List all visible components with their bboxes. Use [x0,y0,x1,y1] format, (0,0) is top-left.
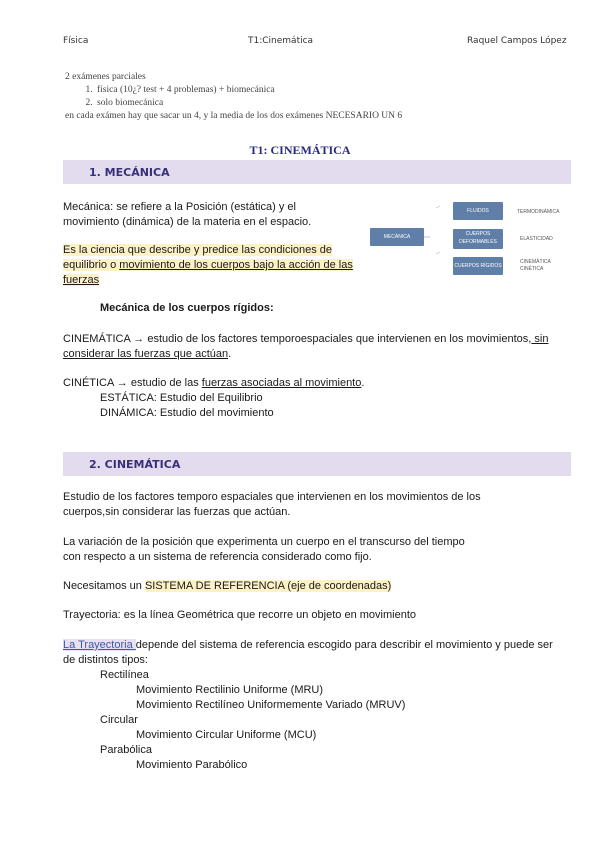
diagram-label: CINEMÁTICA [520,259,551,265]
diagram-box: CUERPOS DEFORMABLES [453,229,503,249]
section-heading-text: 1. MECÁNICA [89,166,170,179]
text-line: de distintos tipos: [63,654,148,666]
intro-line: 2 exámenes parciales [65,72,146,82]
underlined-text: sin [531,333,549,345]
subheading-cuerpos-rigidos: Mecánica de los cuerpos rígidos: [100,302,274,314]
text-span: CINÉTICA → estudio de las [63,377,202,389]
underlined-text: fuerzas asociadas al movimiento [201,377,362,389]
movement-mruv: Movimiento Rectilíneo Uniformemente Variado (MRUV) [136,699,406,711]
position-variation [63,535,465,565]
exam-item: 2. solo biomecánica [95,97,402,110]
diagram-root-box: MECÁNICA [370,228,424,246]
highlight-text: SISTEMA DE REFERENCIA (eje de coordenadas) [144,580,392,592]
exam-item: 1. física (10¿? test + 4 problemas) + biomecánica [95,84,402,97]
text-span: . [361,377,365,389]
text-line: La variación de la posición que experimenta un cuerpo en el transcurso del tiempo [63,536,465,548]
exam-list [65,84,402,110]
trayectoria-definition: Trayectoria: es la línea Geométrica que recorre un objeto en movimiento [63,609,416,621]
document-title: T1: CINEMÁTICA [249,143,351,157]
text-span: Necesitamos un [63,580,145,592]
type-parabolica: Parabólica [100,744,152,756]
mecanica-definition [63,200,311,230]
section-heading-text: 2. CINEMÁTICA [89,458,181,471]
type-circular: Circular [100,714,138,726]
diagram-label: ELASTICIDAD [520,236,553,242]
movement-mcu: Movimiento Circular Uniforme (MCU) [136,729,317,741]
highlight-text: equilibrio o [63,259,120,271]
highlight-text: Es la ciencia que describe y predice las condiciones de [63,244,333,256]
mecanica-science [63,243,353,288]
intro-notes [65,71,402,123]
text-line: cuerpos,sin considerar las fuerzas que actúan. [63,506,291,518]
trayectoria-link[interactable]: La Trayectoria [63,639,136,651]
cinematica-study [63,490,481,520]
type-rectilinea: Rectilínea [100,669,149,681]
section-heading-mecanica [63,160,571,184]
section-heading-cinematica [63,452,571,476]
text-span: . [228,348,232,360]
dinamica-line: DINÁMICA: Estudio del movimiento [100,407,274,419]
text-line: con respecto a un sistema de referencia considerado como fijo. [63,551,372,563]
intro-line: en cada exámen hay que sacar un 4, y la media de los dos exámenes NECESARIO UN 6 [65,111,403,121]
diagram-box: CUERPOS RÍGIDOS [453,257,503,275]
cinematica-definition [63,332,573,362]
highlight-text: fuerzas [63,274,100,286]
trayectoria-types [63,638,573,773]
estatica-line: ESTÁTICA: Estudio del Equilibrio [100,392,263,404]
highlight-text: movimiento de los cuerpos bajo la acción de las [119,259,353,271]
mecanica-diagram [366,196,576,286]
header-author: Raquel Campos López [467,36,567,46]
header-subject: Física [63,36,89,46]
movement-parabolico: Movimiento Parabólico [136,759,248,771]
reference-system [63,579,391,594]
diagram-label: TERMODINÁMICA [517,209,560,215]
text-line: movimiento (dinámica) de la materia en el espacio. [63,216,312,228]
text-line: Estudio de los factores temporo espaciales que intervienen en los movimientos de los [63,491,481,503]
cinetica-definition [63,376,364,421]
movement-mru: Movimiento Rectilinio Uniforme (MRU) [136,684,324,696]
diagram-box: FLUIDOS [453,202,503,220]
text-span: depende del sistema de referencia escogido para describir el movimiento y puede ser [135,639,553,651]
header-topic: T1:Cinemática [248,36,314,46]
underlined-text: considerar las fuerzas que actúan [63,348,229,360]
text-span: CINEMÁTICA → estudio de los factores temporoespaciales que intervienen en los movimientos, [63,333,532,345]
text-line: Mecánica: se refiere a la Posición (estática) y el [63,201,296,213]
diagram-label: CINÉTICA [520,266,544,272]
